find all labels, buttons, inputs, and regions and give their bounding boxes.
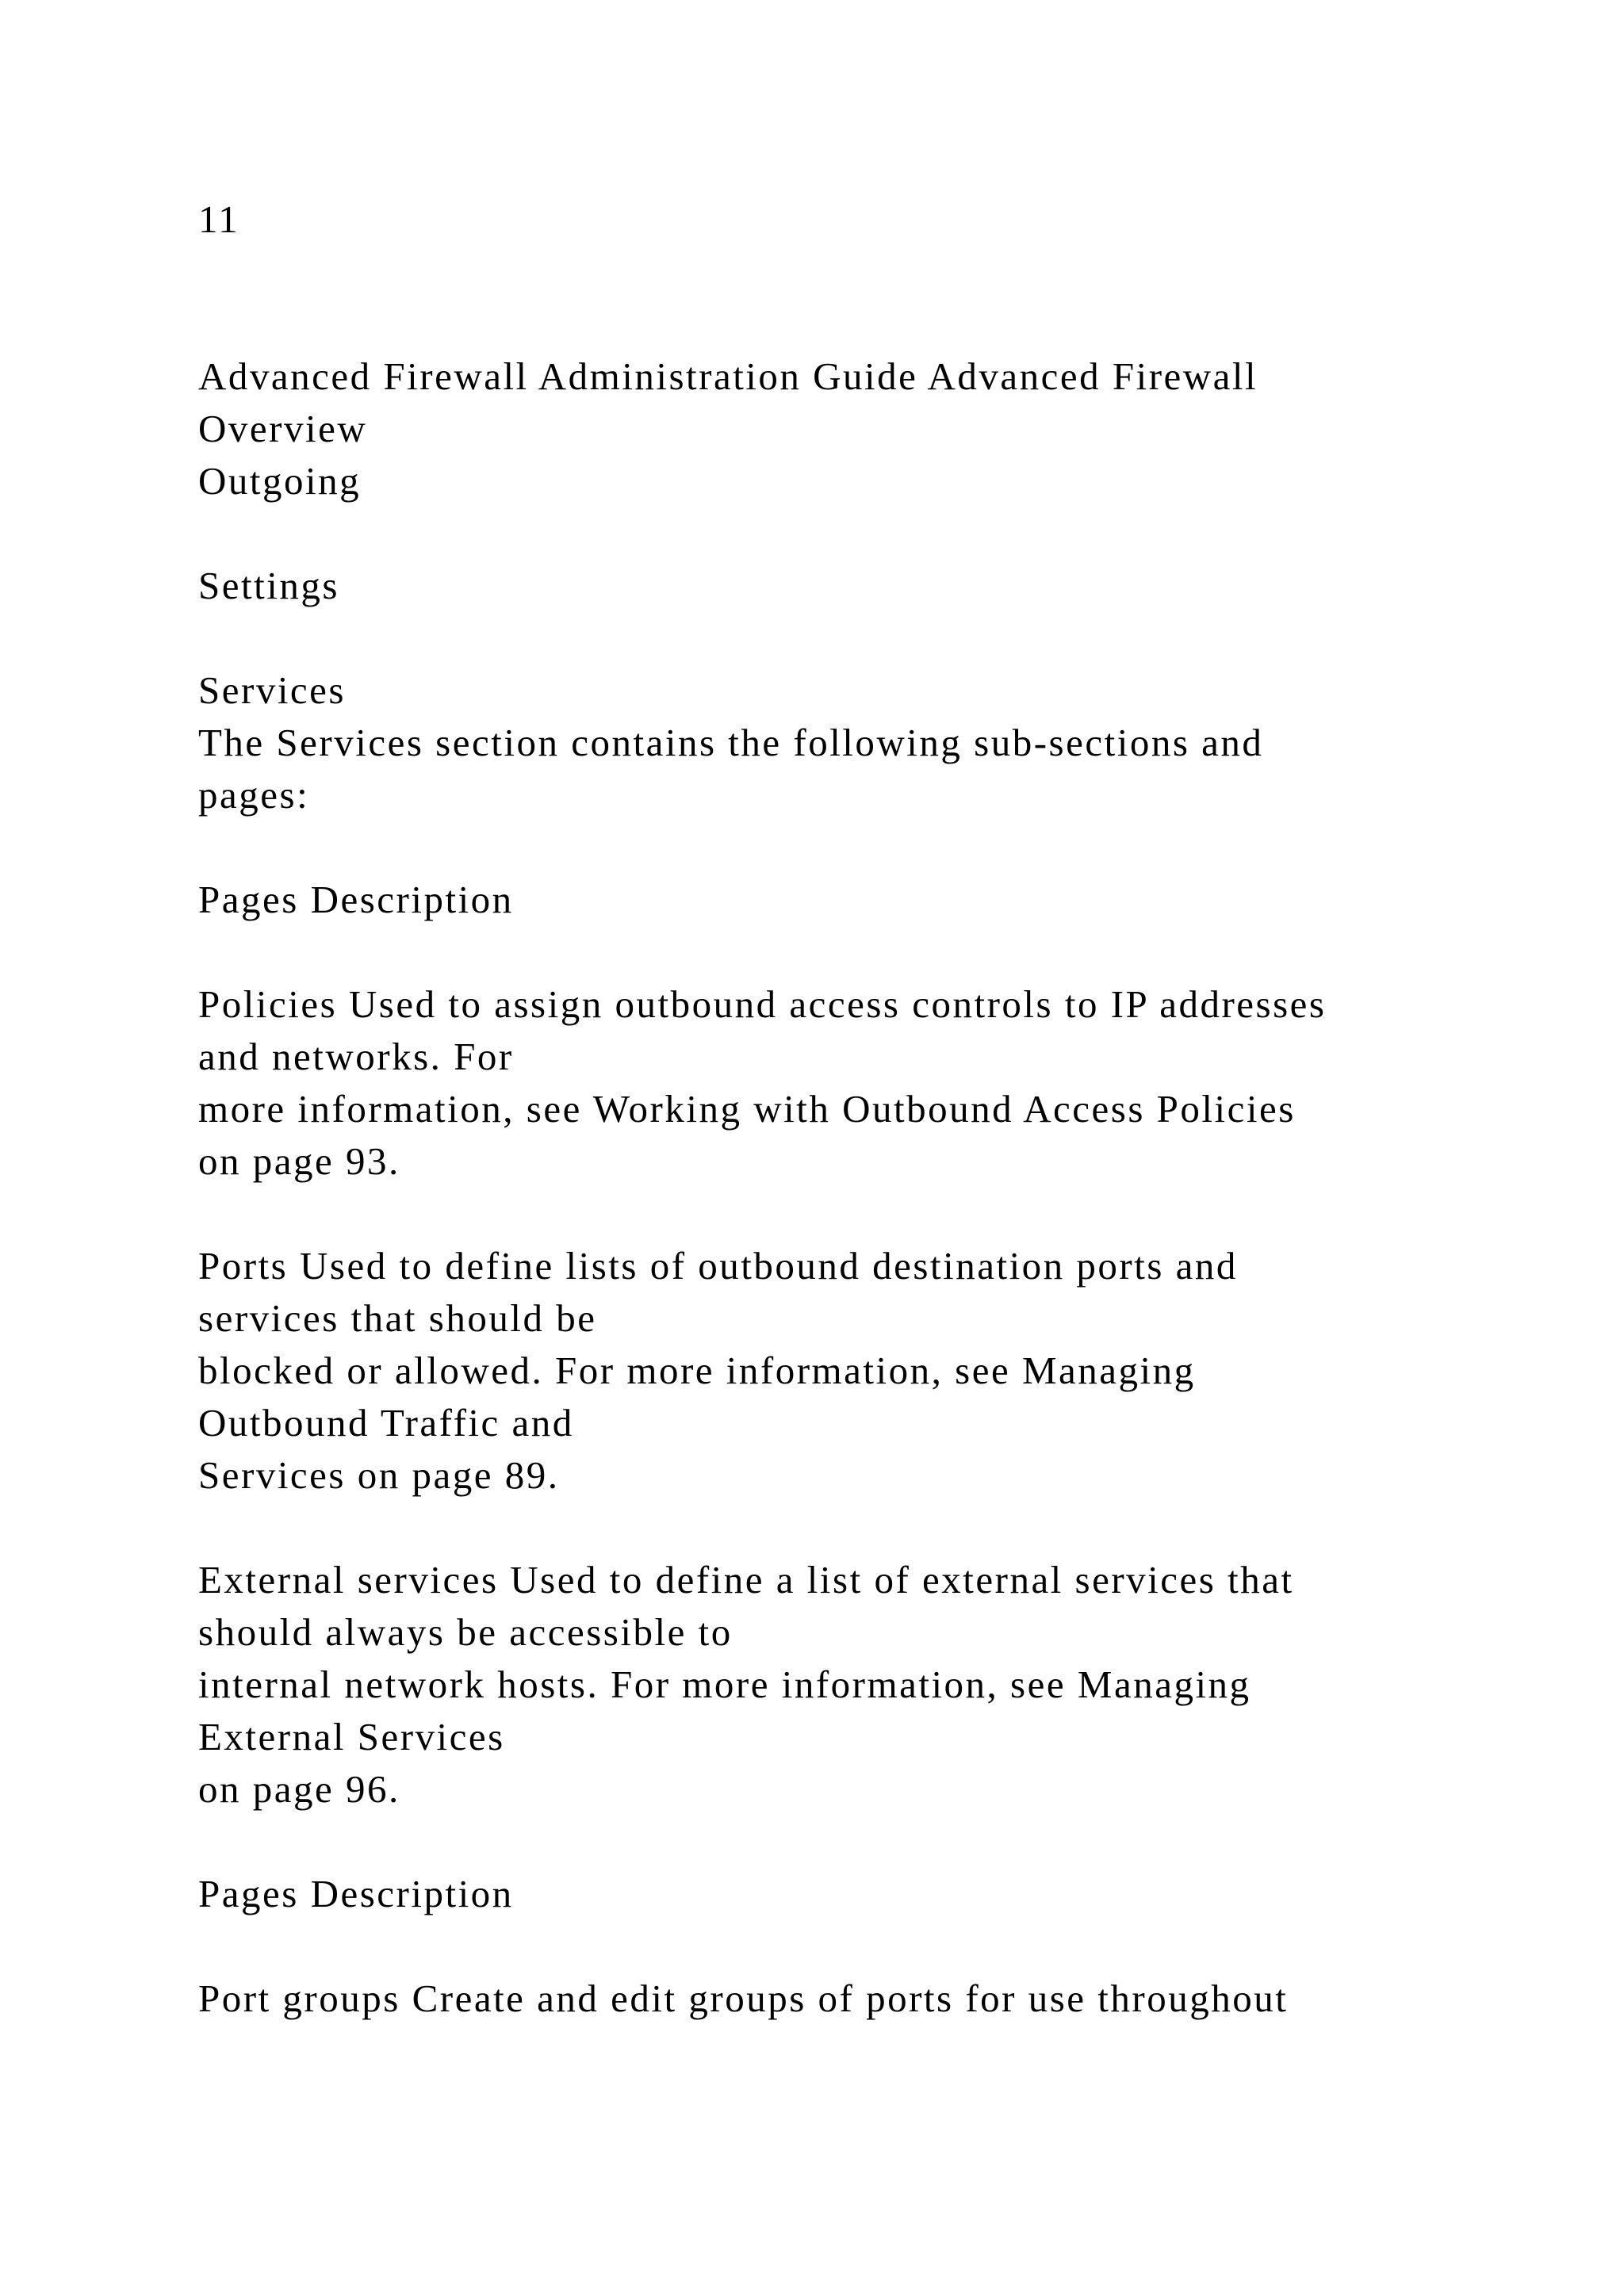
table-row-line: blocked or allowed. For more information, see Managing — [198, 1349, 1196, 1392]
table-row-line: Outbound Traffic and — [198, 1401, 574, 1445]
table-row-line: Port groups Create and edit groups of ports for use throughout — [198, 1976, 1289, 2020]
table-row-line: Policies Used to assign outbound access controls to IP addresses — [198, 982, 1327, 1026]
running-header-line: Advanced Firewall Administration Guide Advanced Firewall — [198, 354, 1258, 398]
table-row-port-groups — [198, 1973, 1594, 2025]
document-body — [198, 193, 1594, 2025]
running-header-line: Overview — [198, 407, 368, 450]
running-header-line: Outgoing — [198, 459, 362, 503]
table-row-external-services — [198, 1554, 1594, 1816]
table-row-line: External Services — [198, 1715, 505, 1758]
page-number: 11 — [198, 197, 240, 241]
table-row-line: and networks. For — [198, 1035, 514, 1078]
table-row-line: internal network hosts. For more information, see Managing — [198, 1663, 1251, 1706]
settings-label: Settings — [198, 564, 339, 607]
section-intro-line: The Services section contains the following sub-sections and — [198, 721, 1264, 764]
pages-table — [198, 874, 1594, 1816]
table-row-line: on page 96. — [198, 1767, 400, 1811]
services-section — [198, 664, 1594, 821]
table-row-line: Ports Used to define lists of outbound destination ports and — [198, 1244, 1238, 1288]
pages-table-continued — [198, 1868, 1594, 2025]
running-header — [198, 350, 1594, 507]
table-row-line: more information, see Working with Outbound Access Policies — [198, 1087, 1296, 1131]
table-header: Pages Description — [198, 878, 514, 921]
table-row-line: on page 93. — [198, 1139, 400, 1183]
table-row-line: should always be accessible to — [198, 1610, 733, 1654]
table-header: Pages Description — [198, 1872, 514, 1915]
table-row-policies — [198, 978, 1594, 1188]
table-row-line: Services on page 89. — [198, 1453, 560, 1497]
section-heading: Services — [198, 668, 346, 712]
table-row-line: services that should be — [198, 1296, 597, 1340]
table-row-ports — [198, 1240, 1594, 1502]
table-row-line: External services Used to define a list of external services that — [198, 1558, 1294, 1601]
section-intro-line: pages: — [198, 773, 310, 817]
